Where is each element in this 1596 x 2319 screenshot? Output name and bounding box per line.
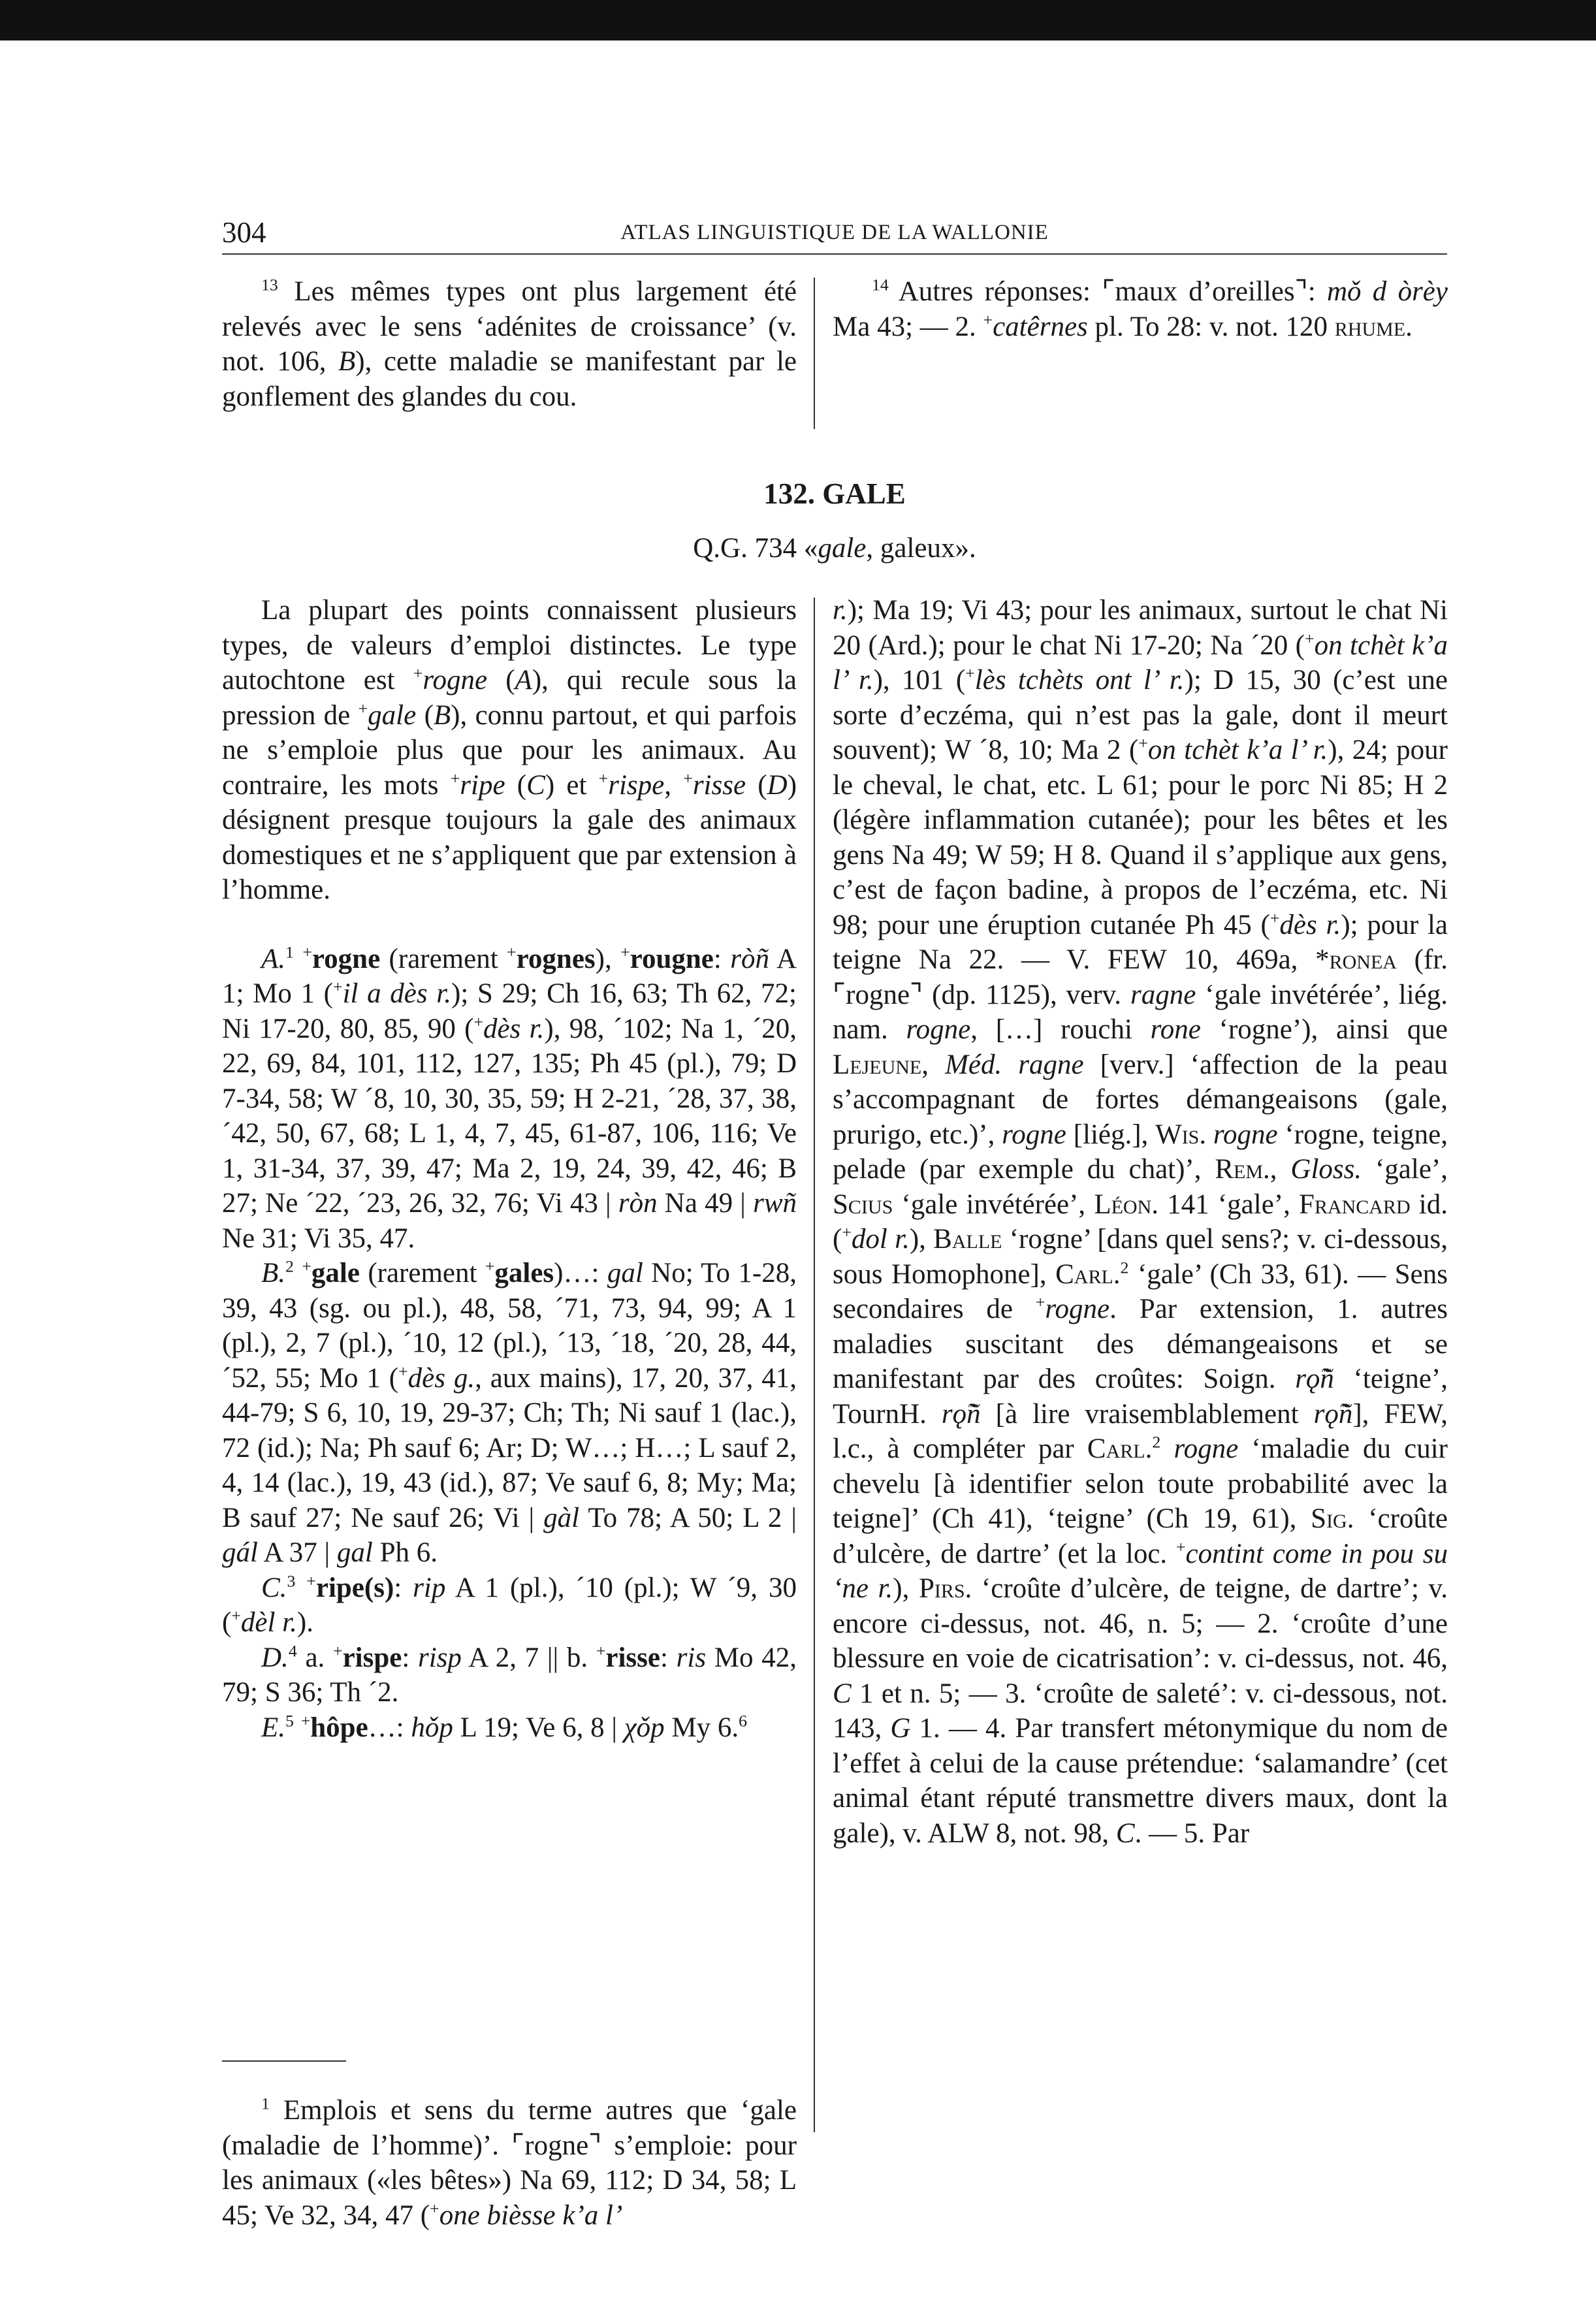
running-head (222, 216, 1447, 255)
note-13: $^{13}$ Les mêmes types ont plus largement été relevés avec le sens ‘adénites de croissance’ (v. not. 106, B), cette maladie se manifestant par le gonflement des glandes du cou. (222, 275, 797, 412)
section-title: 132. GALE (763, 477, 906, 510)
intro-paragraph: La plupart des points connaissent plusieurs types, de valeurs d’emploi distinctes. Le type autochtone est +rogne (A), qui recule sous la pression de +gale (B), connu partout, et qui parfois ne s’emploie plus que pour les animaux. Au contraire, les mots +ripe (C) et +rispe, +risse (D) désignent presque toujours la gale des animaux domestiques et ne s’appliquent que par extension à l’homme. (222, 595, 797, 905)
running-title: ATLAS LINGUISTIQUE DE LA WALLONIE (620, 221, 1049, 244)
header-rule (222, 253, 1447, 255)
entry-d: D.$^4$ a. +rispe: risp A 2, 7 || b. +risse: ris Mo 42, 79; S 36; Th ´2. (222, 1641, 797, 1708)
footnote-1: $^1$ Emplois et sens du terme autres que ‘gale (maladie de l’homme)’. ⌜rogne⌝ s’emploie: pour les animaux («les bêtes») Na 69, 112; D 34, 58; L 45; Ve 32, 34, 47 (+one bièsse k’a l’ (222, 2094, 797, 2231)
page (222, 0, 1447, 2319)
note-14: $^{14}$ Autres réponses: ⌜maux d’oreilles⌝: mǒ d òrèy Ma 43; — 2. +catêrnes pl. To 28: v. not. 120 rhume. (833, 275, 1448, 342)
footnote-1-continued: r.); Ma 19; Vi 43; pour les animaux, surtout le chat Ni 20 (Ard.); pour le chat Ni 17-20; Na ´20 (+on tchèt k’a l’ r.), 101 (+lès tchèts ont l’ r.); D 15, 30 (c’est une sorte d’eczéma, qui n’est pas la gale, dont il meurt souvent); W ´8, 10; Ma 2 (+on tchèt k’a l’ r.), 24; pour le cheval, le chat, etc. L 61; pour le porc Ni 85; H 2 (légère inflammation cutanée); pour les bêtes et les gens Na 49; W 59; H 8. Quand il s’applique aux gens, c’est de façon badine, à propos de l’eczéma, etc. Ni 98; pour une éruption cutanée Ph 45 (+dès r.); pour la teigne Na 22. — V. FEW 10, 469a, *ronea (fr. ⌜rogne⌝ (dp. 1125), verv. ragne ‘gale invétérée’, liég. nam. rogne, […] rouchi rone ‘rogne’), ainsi que Lejeune, Méd. ragne [verv.] ‘affection de la peau s’accompagnant de fortes démangeaisons (gale, prurigo, etc.)’, rogne [liég.], Wis. rogne ‘rogne, teigne, pelade (par exemple du chat)’, Rem., Gloss. ‘gale’, Scius ‘gale invétérée’, Léon. 141 ‘gale’, Francard id. (+dol r.), Balle ‘rogne’ [dans quel sens?; v. ci-dessous, sous Homophone], Carl.$^2$ ‘gale’ (Ch 33, 61). — Sens secondaires de +rogne. Par extension, 1. autres maladies suscitant des démangeaisons et se manifestant par des croûtes: Soign. rǫ̃ñ ‘teigne’, TournH. rǫ̃ñ [à lire vraisemblablement rǫ̃ñ], FEW, l.c., à compléter par Carl.$^2$ rogne ‘maladie du cuir chevelu [à identifier selon toute probabilité avec la teigne]’ (Ch 41), ‘teigne’ (Ch 19, 61), Sig. ‘croûte d’ulcère, de dartre’ (et la loc. +contint come in pou su ‘ne r.), Pirs. ‘croûte d’ulcère, de teigne, de dartre’; v. encore ci-dessus, not. 46, n. 5; — 2. ‘croûte d’une blessure en voie de cicatrisation’: v. ci-dessus, not. 46, C 1 et n. 5; — 3. ‘croûte de saleté’: v. ci-dessous, not. 143, G 1. — 4. Par transfert métonymique du nom de l’effet à celui de la cause prétendue: ‘salamandre’ (cet animal étant réputé transmettre divers maux, dont la gale), v. ALW 8, not. 98, C. — 5. Par (833, 595, 1448, 1849)
left-column (222, 593, 797, 1745)
entry-c: C.$^3$ +ripe(s): rip A 1 (pl.), ´10 (pl.); W ´9, 30 (+dèl r.). (222, 1571, 797, 1638)
section-subtitle: Q.G. 734 «gale, galeux». (693, 533, 976, 564)
column-divider-top (814, 278, 815, 429)
footnote-rule (222, 2060, 346, 2062)
entry-e: E.$^5$ +hôpe…: hǒp L 19; Ve 6, 8 | χǒp My 6.$^6$ (261, 1711, 748, 1743)
right-column (833, 593, 1448, 1851)
page-number: 304 (222, 216, 266, 249)
column-divider-main (814, 598, 815, 2132)
entry-b: B.$^2$ +gale (rarement +gales)…: gal No; To 1-28, 39, 43 (sg. ou pl.), 48, 58, ´71, 73, 94, 99; A 1 (pl.), 2, 7 (pl.), ´10, 12 (pl.), ´13, ´18, ´20, 28, 44, ´52, 55; Mo 1 (+dès g., aux mains), 17, 20, 37, 41, 44-79; S 6, 10, 19, 29-37; Ch; Th; Ni sauf 1 (lac.), 72 (id.); Na; Ph sauf 6; Ar; D; W…; H…; L sauf 2, 4, 14 (lac.), 19, 43 (id.), 87; Ve sauf 6, 8; My; Ma; B sauf 27; Ne sauf 26; Vi | gàl To 78; A 50; L 2 | gál A 37 | gal Ph 6. (222, 1256, 797, 1568)
entry-a: A.$^1$ +rogne (rarement +rognes), +rougne: ròñ A 1; Mo 1 (+il a dès r.); S 29; Ch 16, 63; Th 62, 72; Ni 17-20, 80, 85, 90 (+dès r.), 98, ´102; Na 1, ´20, 22, 69, 84, 101, 112, 127, 135; Ph 45 (pl.), 79; D 7-34, 58; W ´8, 10, 30, 35, 59; H 2-21, ´28, 37, 38, ´42, 50, 67, 68; L 1, 4, 7, 45, 61-87, 106, 116; Ve 1, 31-34, 37, 39, 47; Ma 2, 19, 24, 39, 42, 46; B 27; Ne ´22, ´23, 26, 32, 76; Vi 43 | ròn Na 49 | rwñ Ne 31; Vi 35, 47. (222, 942, 797, 1254)
